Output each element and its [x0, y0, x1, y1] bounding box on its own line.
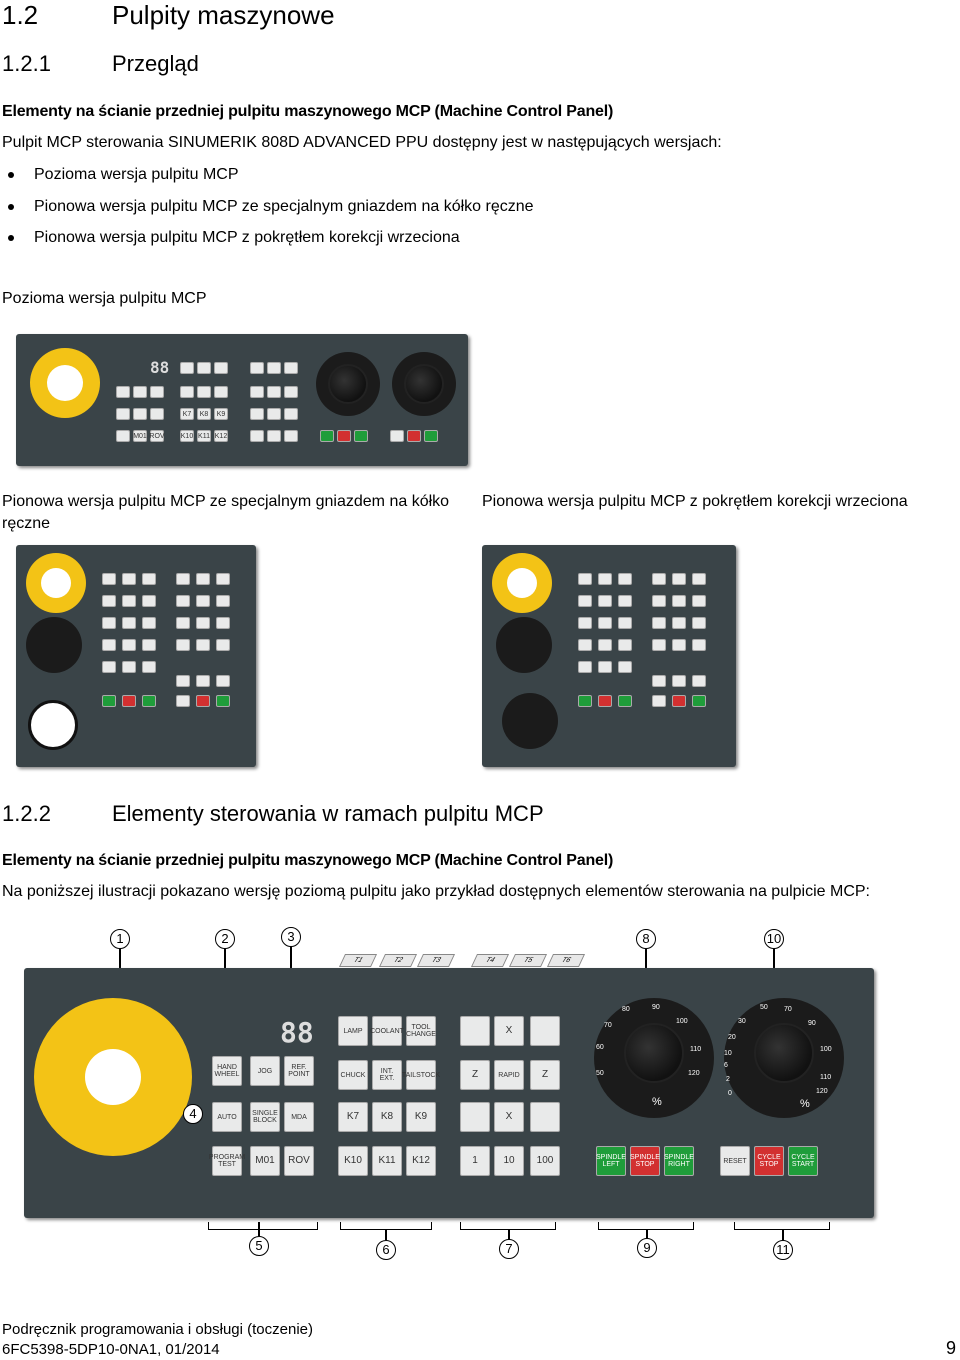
key-small[interactable]: K10 [180, 430, 194, 442]
key-small[interactable] [176, 617, 190, 629]
key-small[interactable] [122, 661, 136, 673]
heading-1-2-2: 1.2.2 Elementy sterowania w ramach pulpitu MCP [2, 801, 544, 826]
page-number: 9 [946, 1338, 957, 1358]
key-small[interactable] [284, 386, 298, 398]
key-small[interactable] [618, 661, 632, 673]
key-small[interactable] [214, 362, 228, 374]
callout-5: 5 [249, 1236, 269, 1256]
key-small[interactable] [578, 661, 592, 673]
rapid-button[interactable]: RAPID [494, 1060, 524, 1090]
key-small[interactable] [424, 430, 438, 442]
key-small[interactable] [692, 695, 706, 707]
key-small[interactable] [672, 573, 686, 585]
mcp-vertical-spindle-panel [482, 545, 736, 767]
tailstock-button[interactable]: TAILSTOCK [406, 1060, 436, 1090]
key-small[interactable]: K7 [180, 408, 194, 420]
callout-4: 4 [183, 1104, 203, 1124]
key-small[interactable] [407, 430, 421, 442]
key-small[interactable]: K8 [197, 408, 211, 420]
lamp-button[interactable]: LAMP [338, 1016, 368, 1046]
key-small[interactable] [267, 408, 281, 420]
key-small[interactable] [176, 573, 190, 585]
emergency-stop-button[interactable] [34, 998, 192, 1156]
key-small[interactable] [116, 430, 130, 442]
key-small[interactable] [652, 675, 666, 687]
key-small[interactable] [578, 573, 592, 585]
feed-override-dial [496, 617, 552, 673]
tool-change-button[interactable]: TOOL CHANGE [406, 1016, 436, 1046]
key-small[interactable] [652, 695, 666, 707]
key-small[interactable] [196, 573, 210, 585]
key-small[interactable] [250, 386, 264, 398]
key-small[interactable] [578, 617, 592, 629]
footer-code: 6FC5398-5DP10-0NA1, 01/2014 [2, 1341, 220, 1358]
version-list [4, 166, 534, 261]
callout-7: 7 [499, 1239, 519, 1259]
key-small[interactable] [102, 639, 116, 651]
key-small[interactable] [142, 595, 156, 607]
k9-button[interactable]: K9 [406, 1102, 436, 1132]
key-small[interactable] [150, 386, 164, 398]
key-small[interactable] [284, 408, 298, 420]
feed-override-knob[interactable] [624, 1023, 684, 1083]
key-small[interactable] [692, 639, 706, 651]
m01-button[interactable]: M01 [250, 1146, 280, 1176]
key-small[interactable] [142, 661, 156, 673]
tab-t3: T3 [417, 954, 455, 967]
axis-key[interactable] [530, 1016, 560, 1046]
emergency-stop-button[interactable] [30, 348, 100, 418]
key-small[interactable] [692, 675, 706, 687]
key-small[interactable] [214, 386, 228, 398]
axis-key[interactable] [460, 1102, 490, 1132]
callout-11: 11 [773, 1240, 793, 1260]
callout-6: 6 [376, 1240, 396, 1260]
key-small[interactable] [578, 639, 592, 651]
tab-t4: T4 [471, 954, 509, 967]
mcp-horizontal-panel [16, 334, 468, 466]
key-small[interactable] [216, 695, 230, 707]
spindle-override-knob[interactable] [754, 1023, 814, 1083]
emergency-stop-button[interactable] [492, 553, 552, 613]
jog-button[interactable]: JOG [250, 1056, 280, 1086]
key-small[interactable] [598, 661, 612, 673]
program-test-button[interactable]: PROGRAM TEST [212, 1146, 242, 1176]
key-small[interactable] [652, 595, 666, 607]
key-small[interactable] [197, 386, 211, 398]
seven-segment-display: 88 [280, 1016, 314, 1049]
rov-button[interactable]: ROV [284, 1146, 314, 1176]
k7-button[interactable]: K7 [338, 1102, 368, 1132]
reset-button[interactable]: RESET [720, 1146, 750, 1176]
key-small[interactable] [116, 386, 130, 398]
key-small[interactable] [284, 430, 298, 442]
chuck-button[interactable]: CHUCK [338, 1060, 368, 1090]
key-small[interactable] [102, 661, 116, 673]
tab-t6: T6 [547, 954, 585, 967]
key-small[interactable] [672, 675, 686, 687]
key-small[interactable] [598, 695, 612, 707]
spindle-override-knob[interactable] [404, 364, 444, 404]
key-small[interactable] [618, 617, 632, 629]
axis-key[interactable]: Z [530, 1060, 560, 1090]
key-small[interactable] [578, 695, 592, 707]
key-small[interactable] [176, 639, 190, 651]
key-small[interactable] [122, 617, 136, 629]
key-small[interactable] [180, 386, 194, 398]
axis-key[interactable] [530, 1102, 560, 1132]
key-small[interactable] [122, 695, 136, 707]
key-small[interactable] [598, 617, 612, 629]
axis-key[interactable]: X [494, 1016, 524, 1046]
k10-button[interactable]: K10 [338, 1146, 368, 1176]
key-small[interactable] [176, 695, 190, 707]
key-small[interactable] [320, 430, 334, 442]
mcp-large-panel [24, 968, 874, 1218]
key-small[interactable] [267, 430, 281, 442]
key-small[interactable] [102, 617, 116, 629]
key-small[interactable] [102, 573, 116, 585]
caption-vertical-handwheel: Pionowa wersja pulpitu MCP ze specjalnym gniazdem na kółko ręczne [2, 493, 450, 532]
auto-button[interactable]: AUTO [212, 1102, 242, 1132]
tab-t2: T2 [379, 954, 417, 967]
key-small[interactable] [176, 595, 190, 607]
emergency-stop-button[interactable] [26, 553, 86, 613]
key-small[interactable] [250, 362, 264, 374]
handwheel-socket[interactable] [28, 700, 78, 750]
key-small[interactable] [176, 675, 190, 687]
key-small[interactable] [196, 617, 210, 629]
single-block-button[interactable]: SINGLE BLOCK [250, 1102, 280, 1132]
footer-title: Podręcznik programowania i obsługi (toczenie) [2, 1321, 313, 1338]
key-small[interactable] [692, 595, 706, 607]
feed-override-knob[interactable] [328, 364, 368, 404]
key-small[interactable] [618, 573, 632, 585]
k8-button[interactable]: K8 [372, 1102, 402, 1132]
key-small[interactable] [142, 617, 156, 629]
callout-9: 9 [637, 1238, 657, 1258]
key-small[interactable] [122, 573, 136, 585]
ref-point-button[interactable]: REF. POINT [284, 1056, 314, 1086]
key-small[interactable]: ROV [150, 430, 164, 442]
key-small[interactable] [142, 573, 156, 585]
key-small[interactable] [618, 595, 632, 607]
axis-key[interactable] [460, 1016, 490, 1046]
coolant-button[interactable]: COOLANT [372, 1016, 402, 1046]
heading-1-2: 1.2 Pulpity maszynowe [2, 0, 335, 30]
key-small[interactable]: K9 [214, 408, 228, 420]
key-small[interactable] [578, 595, 592, 607]
axis-key[interactable]: X [494, 1102, 524, 1132]
key-small[interactable] [216, 639, 230, 651]
key-small[interactable] [196, 595, 210, 607]
key-small[interactable] [197, 362, 211, 374]
callout-10: 10 [764, 929, 784, 949]
caption-horizontal: Pozioma wersja pulpitu MCP [2, 290, 207, 307]
key-small[interactable] [102, 695, 116, 707]
key-small[interactable] [196, 675, 210, 687]
key-small[interactable] [652, 639, 666, 651]
key-small[interactable] [672, 617, 686, 629]
key-small[interactable] [267, 386, 281, 398]
spindle-left-button[interactable]: SPINDLE LEFT [596, 1146, 626, 1176]
key-small[interactable] [216, 675, 230, 687]
feed-override-dial: 70 80 90 100 110 120 60 50 % [594, 998, 714, 1118]
key-small[interactable] [354, 430, 368, 442]
spindle-stop-button[interactable]: SPINDLE STOP [630, 1146, 660, 1176]
key-small[interactable] [150, 408, 164, 420]
key-small[interactable] [250, 430, 264, 442]
key-small[interactable] [216, 595, 230, 607]
caption-vertical-spindle: Pionowa wersja pulpitu MCP z pokrętłem korekcji wrzeciona [482, 493, 908, 510]
key-small[interactable] [250, 408, 264, 420]
key-small[interactable] [116, 408, 130, 420]
key-small[interactable] [652, 573, 666, 585]
key-small[interactable] [142, 639, 156, 651]
key-small[interactable] [598, 639, 612, 651]
mda-button[interactable]: MDA [284, 1102, 314, 1132]
key-small[interactable] [672, 595, 686, 607]
increment-1-button[interactable]: 1 [460, 1146, 490, 1176]
spindle-override-dial: 30 50 70 90 100 110 120 20 10 6 2 0 % [724, 998, 844, 1118]
mcp-vertical-handwheel-panel [16, 545, 256, 767]
key-small[interactable] [196, 639, 210, 651]
key-small[interactable] [284, 362, 298, 374]
key-small[interactable]: M01 [133, 430, 147, 442]
key-small[interactable] [180, 362, 194, 374]
list-item: Pionowa wersja pulpitu MCP z pokrętłem korekcji wrzeciona [4, 229, 534, 261]
spindle-right-button[interactable]: SPINDLE RIGHT [664, 1146, 694, 1176]
cycle-stop-button[interactable]: CYCLE STOP [754, 1146, 784, 1176]
key-small[interactable] [133, 386, 147, 398]
key-small[interactable] [122, 639, 136, 651]
feed-override-dial [26, 617, 82, 673]
key-small[interactable] [133, 408, 147, 420]
seven-segment-display: 88 [150, 358, 170, 377]
section2-intro: Na poniższej ilustracji pokazano wersję poziomą pulpitu jako przykład dostępnych elementów sterowania na pulpicie MCP: [2, 883, 870, 900]
key-small[interactable] [196, 695, 210, 707]
key-small[interactable]: K11 [197, 430, 211, 442]
list-item: Pionowa wersja pulpitu MCP ze specjalnym gniazdem na kółko ręczne [4, 198, 534, 230]
list-item: Pozioma wersja pulpitu MCP [4, 166, 534, 198]
spindle-override-dial [502, 693, 558, 749]
int-ext-button[interactable]: INT. EXT. [372, 1060, 402, 1090]
key-small[interactable] [598, 573, 612, 585]
callout-1: 1 [110, 929, 130, 949]
k12-button[interactable]: K12 [406, 1146, 436, 1176]
key-small[interactable] [672, 695, 686, 707]
key-small[interactable] [216, 617, 230, 629]
increment-10-button[interactable]: 10 [494, 1146, 524, 1176]
section1-intro: Pulpit MCP sterowania SINUMERIK 808D ADVANCED PPU dostępny jest w następujących wersjach: [2, 134, 722, 151]
axis-key[interactable]: Z [460, 1060, 490, 1090]
key-small[interactable] [102, 595, 116, 607]
increment-100-button[interactable]: 100 [530, 1146, 560, 1176]
key-small[interactable] [618, 639, 632, 651]
heading-1-2-1: 1.2.1 Przegląd [2, 51, 199, 76]
callout-8: 8 [636, 929, 656, 949]
key-small[interactable] [692, 573, 706, 585]
cycle-start-button[interactable]: CYCLE START [788, 1146, 818, 1176]
tab-t1: T1 [339, 954, 377, 967]
key-small[interactable] [267, 362, 281, 374]
callout-2: 2 [215, 929, 235, 949]
section2-title: Elementy na ścianie przedniej pulpitu maszynowego MCP (Machine Control Panel) [2, 852, 614, 869]
key-small[interactable]: K12 [214, 430, 228, 442]
key-small[interactable] [672, 639, 686, 651]
key-small[interactable] [618, 695, 632, 707]
key-small[interactable] [390, 430, 404, 442]
key-small[interactable] [142, 695, 156, 707]
key-small[interactable] [652, 617, 666, 629]
section1-title: Elementy na ścianie przedniej pulpitu maszynowego MCP (Machine Control Panel) [2, 103, 614, 120]
key-small[interactable] [598, 595, 612, 607]
tab-t5: T5 [509, 954, 547, 967]
key-small[interactable] [337, 430, 351, 442]
key-small[interactable] [122, 595, 136, 607]
k11-button[interactable]: K11 [372, 1146, 402, 1176]
callout-3: 3 [281, 927, 301, 947]
hand-wheel-button[interactable]: HAND WHEEL [212, 1056, 242, 1086]
key-small[interactable] [692, 617, 706, 629]
key-small[interactable] [216, 573, 230, 585]
